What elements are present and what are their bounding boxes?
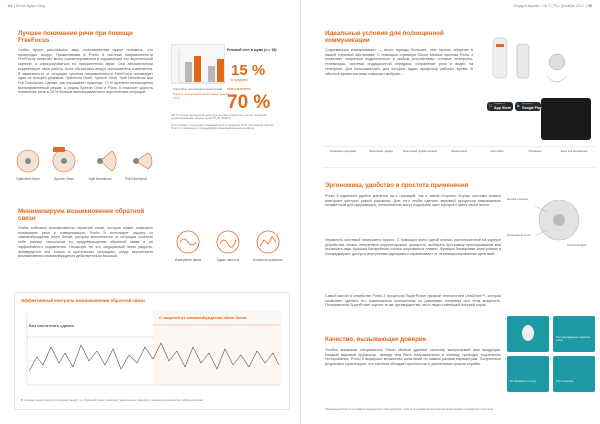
s3-title: Идеальные условия для полноценной коммуникации: [325, 30, 444, 44]
app-store-badge[interactable]: [487, 102, 513, 111]
quality-tile-0: [507, 316, 549, 352]
chart-legend-2: Ponto 5, всенаправленный режим Speech Omni: [173, 92, 229, 100]
wave-icon: [180, 239, 196, 245]
quality-tile-label-2: Устойчивость к поту: [510, 379, 537, 383]
mode-label-0: Optimized Omni: [16, 177, 40, 181]
processor-illustration: [507, 192, 595, 252]
s2-title: Минимизируем возникновение обратной связи: [18, 208, 145, 222]
feedback-graph: [14, 292, 290, 410]
feature-1: Мониторинг заряда: [369, 150, 393, 153]
head-icon: [97, 158, 103, 164]
mode-label-2: Split Directional: [88, 177, 112, 181]
new-badge: [53, 147, 65, 152]
feedback-icon-label-2: Контроль усиления: [253, 258, 283, 262]
app-store-label: App Store: [494, 106, 512, 110]
feature-6: Зоны для сопряжения: [560, 150, 588, 153]
mode-label-3: Full Directional: [125, 177, 147, 181]
page-number-right: 95: [588, 4, 592, 8]
label-before: Без частотного сдвига: [29, 323, 74, 328]
bar-ponto-plus: [185, 62, 192, 82]
s4-body3: Самой малой в семействе Ponto 3 процессор SuperPower признан технологией UltraDrive™, которая позволяет сделать его максимально компактным по размерам, сохраняя при этом мощность. Пользователи SuperPower оценят те же преимущества, что и люди с меньшей потерей слуха.: [325, 294, 501, 308]
feedback-icons: [168, 228, 288, 270]
right-page: [300, 0, 600, 424]
cable-icon: [547, 76, 567, 82]
quality-tile-label-1: Тест на падение с высоты 1,5 м: [556, 335, 591, 343]
feedback-icons-svg: [168, 228, 288, 256]
s4-body1: Ponto 5 идеально удобно крепится на с границей, так и левой стороны. Корпус системы плавно повторяет контуры ушной раковины. Для того чтобы сделать звуковой процессор максимально незаметным для окружающих, пользователи могут подобрать цвет корпуса к цвету своих волос.: [325, 194, 501, 208]
wave-icon: [220, 240, 236, 247]
s4-title: Эргономика, удобство и простота применения: [325, 182, 469, 189]
feature-0: Изменение программ: [330, 150, 356, 153]
quality-tile-label-3: Тест на влагу: [556, 379, 574, 383]
hearing-device-icon: [549, 54, 565, 70]
s5-title: Качество, вызывающее доверие: [325, 336, 427, 343]
graph-note: В сложных акустических ситуациях защиту от обратной связи позволяет значительно увеличить уровень усиления без обратной связи.: [21, 399, 204, 402]
streamer-devices: [487, 30, 587, 92]
bar-ponto-5: [194, 56, 201, 82]
label-ear: Ушной аппарат: [567, 243, 587, 247]
bar-ponto-5-2: [217, 59, 224, 82]
chart-bars: [171, 46, 227, 86]
feedback-icon-label-1: Сдвиг частоты: [216, 258, 240, 262]
quality-tiles: [507, 316, 595, 394]
feature-2: Мониторинг уровня сигнала: [403, 150, 437, 153]
graph-title: Эффективный контроль возникновения обратной связи: [21, 298, 145, 303]
head-icon: [25, 158, 31, 164]
wave-icon: [260, 237, 276, 246]
chart-note-2: Тест показал улучшение понимания речи в пределах 15 % при режиме Speech Omni по сравнению с предыдущим всенаправленным режимом.: [171, 124, 274, 131]
quality-tile-3: [553, 356, 595, 392]
chart-legend-1: Ponto Plus, всенаправленный режим: [173, 87, 223, 91]
modes-illustration: [8, 145, 153, 177]
mode-label-1: Speech Omni: [54, 177, 74, 181]
footnote: Применение Ponto 5 не взимать медицинского обследования. Ответа пользователя для консультации сервисе специального контакте.: [325, 408, 494, 411]
google-play-top: Доступно в: [522, 103, 533, 105]
google-play-badge[interactable]: [515, 102, 541, 111]
chart-right-label: всего времени: [227, 87, 251, 91]
ponto-processor-icon: [517, 44, 529, 78]
chart-note-1: SIII % лучшее восприятие речи для детских и взрослых тестов. Сигнал & шумоподавление, индекс шума 78 дБ (SNR 5).: [171, 114, 267, 121]
quality-tile-1: [553, 316, 595, 352]
app-store-top: Загрузите в: [494, 103, 505, 105]
s3-body: Современная коммуникация — нечто гораздо большее, чем личное общение в нашей слуховой обстановке. С помощью стримера Oticon Medical система Ponto 3 позволяет опираться подключенное к любым устройствам: сотовые телефоны, телевизоры, системы индукционной передачи, сохранение речи и видео на телефоне. Для пользователей, для которых аудио процессор рабочее время. В обычное время система позволяет выбрать ...: [325, 48, 473, 76]
right-header: «Радуга звуков» • № 2 (79) • Декабрь 2017 | 95: [513, 4, 592, 8]
chart-left-value: 15 %: [231, 62, 266, 79]
streamer-led: [496, 44, 504, 47]
after-region: [153, 311, 281, 385]
feature-5: Разговоры: [528, 150, 542, 153]
play-icon: ▶: [517, 103, 521, 108]
chart-title: Речевой тест в шуме (n = 18): [227, 48, 277, 52]
right-header-text: «Радуга звуков» • № 2 (79) • Декабрь 2017: [513, 4, 585, 8]
s4-body2: Управлять системой невероятно просто. С помощью всего одной кнопки, расположенной на корпусе устройства, можно оперативно корректировать громкость, выбирать программу прослушивания или отключать звук. Крышка батарейного отсека открывается плавно. Функция блокировки электроники и кнопкаджирает доступ к внутренним функциям и ограничивает от несанкционированных действий.: [325, 238, 501, 257]
head-icon: [61, 158, 67, 164]
bar-ponto-plus-2: [208, 66, 215, 82]
phone-with-app: [541, 98, 591, 140]
quality-tile-2: [507, 356, 549, 392]
apple-icon: [489, 103, 492, 108]
google-play-label: Google Play: [522, 106, 542, 110]
label-after: С защитой от самовозбуждения Inium Sense: [159, 315, 248, 320]
label-battery: Батарейный отсек: [507, 233, 531, 237]
devices-svg: [487, 30, 587, 92]
label-button: Кнопка и кнопка: [507, 197, 528, 201]
s1-title: Лучшее понимание речи при помощи FreeFocus: [18, 30, 133, 44]
feedback-icon-label-0: Измерение фазы: [174, 258, 202, 262]
chart-right-value: 70 %: [227, 92, 271, 113]
s1-body: Чтобы лучше расслышать звук, пользователям нужно понимать, что происходит вокруг. Применяемая в Ponto 5 система направленности FreeFocus помогает мозгу сориентироваться в окружающей его акустической картине, и сфокусироваться на приоритетном звуке. Она автоматически корректирует свои работу, если обстановка вокруг пользователя изменяется. В зависимости от ситуации система направленности FreeFocus активирует один из четырех режимов: Optimized Omni, Speech Omni, Split Directional или Full Directional. Однако, как показывает практика, 70 % времени используется всенаправленный режим, а режим Speech Omni в Ponto 5 помогает усилить понимание речи в 15 % больше всенаправленного акустических ситуаций.: [18, 48, 153, 95]
left-header-text: Исток Аудио Мед: [15, 4, 45, 8]
speech-test-chart: [167, 40, 283, 150]
left-header: 94 | Исток Аудио Мед: [8, 4, 45, 8]
features-row: [323, 146, 595, 168]
directional-modes: [8, 145, 153, 190]
feature-4: Настройки: [490, 150, 504, 153]
s5-body: Особое внимание специалисты Oticon Medical уделяют качеству выпускаемой ими продукции. Каждый звуковой процессор, прежде чем быть направленным в клинику, проходит тщательное тестирование. Ponto 5 выдержит множество испытаний по самым разным параметрам. Полученные результаты гарантируют, что система обладает прочностью и длительным сроком службы.: [325, 348, 501, 367]
chart-left-label: в среднем: [231, 78, 248, 82]
s2-body: Чтобы избежать возникновения обратной связи, которая может помешать пониманию речи и коммуникации, Ponto 5 использует защиту от самовозбуждения Inium Sense, которая выполняется от ситуации сочетать себе разные технологии по предотвращению обратной связи и её эффективного подавления. Несмотря на это ощущаемый всем радость, активируется они только в критических ситуациях, когда вероятность возникновения самовозбуждения действительно высокая.: [18, 226, 153, 259]
drop-icon: [522, 325, 534, 341]
feature-3: Уведомление: [450, 150, 468, 153]
processor-button: [553, 214, 565, 226]
head-icon: [133, 158, 139, 164]
page-number-left: 94: [8, 4, 12, 8]
